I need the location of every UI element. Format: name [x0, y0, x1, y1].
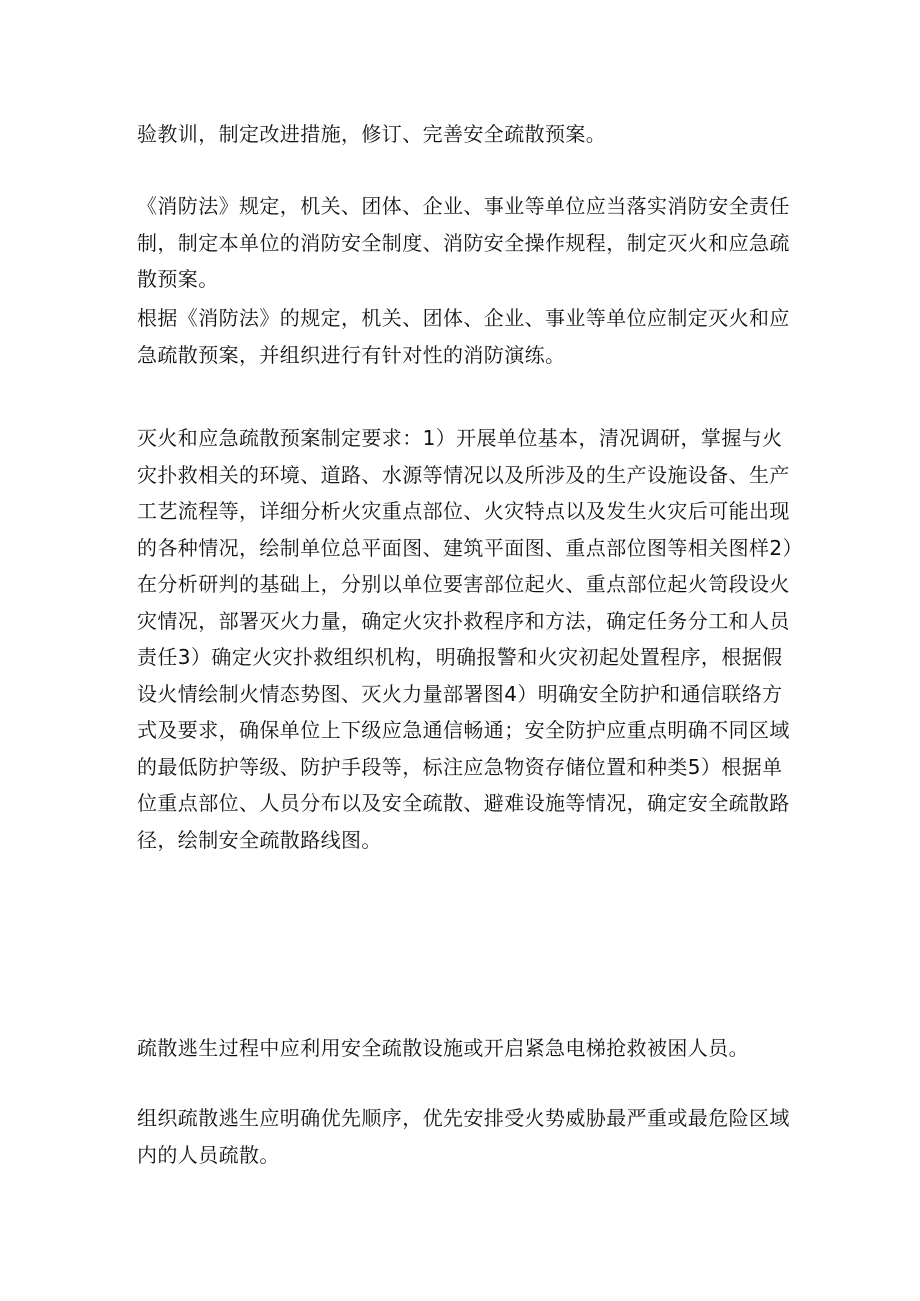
- paragraph-fire-law-responsibility: 《消防法》规定，机关、团体、企业、事业等单位应当落实消防安全责任制，制定本单位的消防安全制度、消防安全操作规程，制定灭火和应急疏散预案。: [137, 194, 790, 291]
- paragraph-plan-requirements: 灭火和应急疏散预案制定要求：1）开展单位基本，清况调研，掌握与火灾扑救相关的环境、道路、水源等情况以及所涉及的生产设施设备、生产工艺流程等，详细分析火灾重点部位、火灾特点以及发生火灾后可能出现的各种情况，绘制单位总平面图、建筑平面图、重点部位图等相关图样2）在分析研判的基础上，分别以单位要害部位起火、重点部位起火笥段设火灾情况，部署灭火力量，确定火灾扑救程序和方法，确定任务分工和人员责任3）确定火灾扑救组织机构，明确报警和火灾初起处置程序，根据假设火情绘制火情态势图、灭火力量部署图4）明确安全防护和通信联络方式及要求，确保单位上下级应急通信畅通；安全防护应重点明确不同区域的最低防护等级、防护手段等，标注应急物资存储位置和种类5）根据单位重点部位、人员分布以及安全疏散、避难设施等情况，确定安全疏散路径，绘制安全疏散路线图。: [137, 426, 793, 852]
- paragraph-fire-law-drills: 根据《消防法》的规定，机关、团体、企业、事业等单位应制定灭火和应急疏散预案，并组织进行有针对性的消防演练。: [137, 306, 790, 367]
- paragraph-lessons-learned: 验教训，制定改进措施，修订、完善安全疏散预案。: [137, 122, 607, 146]
- paragraph-evacuation-facilities: 疏散逃生过程中应利用安全疏散设施或开启紧急电梯抢救被困人员。: [137, 1036, 749, 1060]
- paragraph-evacuation-priority: 组织疏散逃生应明确优先顺序，优先安排受火势威胁最严重或最危险区域内的人员疏散。: [137, 1106, 790, 1167]
